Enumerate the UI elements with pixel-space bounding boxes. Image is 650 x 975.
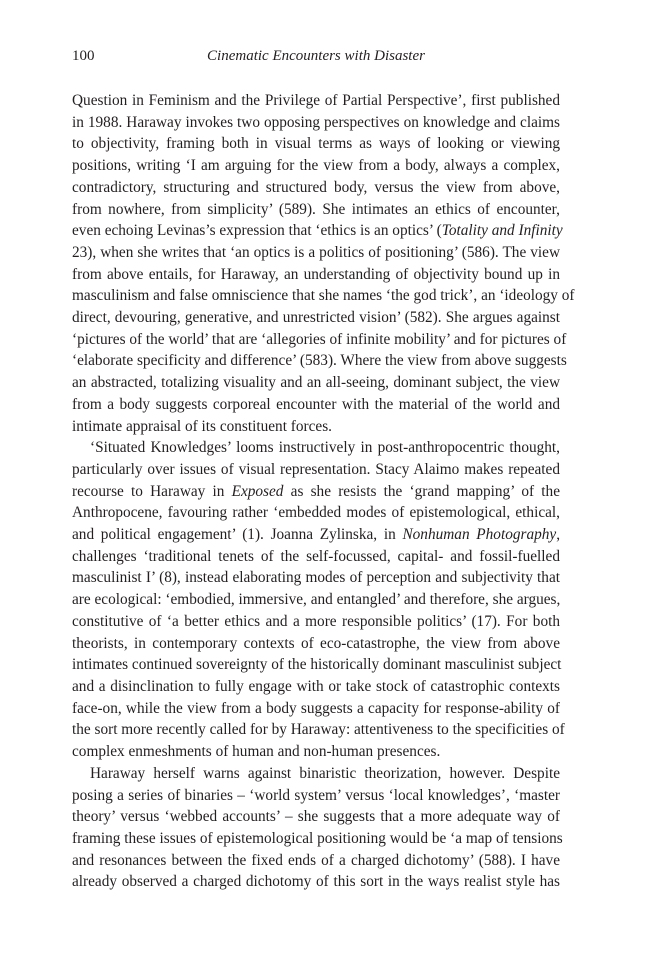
text-line	[72, 676, 560, 698]
text-line	[72, 806, 560, 828]
text-segment: framing these issues of epistemological positioning would be ‘a map of tensions	[72, 829, 563, 847]
text-segment: as she resists the ‘grand mapping’ of the	[283, 482, 560, 500]
text-segment: an abstracted, totalizing visuality and an all-seeing, dominant subject, the view	[72, 374, 560, 392]
text-line	[72, 524, 560, 546]
paragraph	[72, 437, 565, 763]
text-segment: ‘elaborate specificity and difference’ (583). Where the view from above suggests	[72, 352, 567, 370]
text-segment: challenges ‘traditional tenets of the self-focussed, capital- and fossil-fuelled	[72, 547, 560, 565]
text-line	[72, 437, 560, 459]
text-line	[72, 242, 560, 264]
text-segment: intimates continued sovereignty of the historically dominant masculinist subject	[72, 656, 562, 674]
text-line	[72, 719, 565, 741]
text-line	[72, 633, 560, 655]
text-segment: 23), when she writes that ‘an optics is a politics of positioning’ (586). The view	[72, 243, 560, 261]
text-segment: and resonances between the fixed ends of a charged dichotomy’ (588). I have	[72, 851, 560, 869]
text-line	[72, 220, 563, 242]
text-segment: masculinism and false omniscience that she names ‘the god trick’, an ‘ideology of	[72, 287, 575, 305]
text-line	[72, 871, 560, 893]
text-segment: complex enmeshments of human and non-human presences.	[72, 743, 441, 761]
text-segment: particularly over issues of visual representation. Stacy Alaimo makes repeated	[72, 460, 560, 478]
paragraph	[72, 90, 575, 437]
text-line	[72, 329, 567, 351]
page-number: 100	[72, 48, 95, 64]
text-line	[72, 589, 560, 611]
text-segment: constitutive of ‘a better ethics and a more responsible politics’ (17). For both	[72, 612, 560, 630]
text-line	[72, 199, 560, 221]
text-line	[72, 459, 560, 481]
text-segment: ,	[556, 526, 561, 544]
text-segment: ‘pictures of the world’ that are ‘allegories of infinite mobility’ and for pictures of	[72, 330, 567, 348]
text-line	[72, 611, 560, 633]
running-title: Cinematic Encounters with Disaster	[207, 48, 425, 64]
text-segment: in 1988. Haraway invokes two opposing perspectives on knowledge and claims	[72, 113, 560, 131]
text-segment: already observed a charged dichotomy of this sort in the ways realist style has	[72, 873, 560, 891]
text-segment: and a disinclination to fully engage with or take stock of catastrophic contexts	[72, 677, 560, 695]
text-line	[72, 155, 560, 177]
text-segment: the sort more recently called for by Haraway: attentiveness to the specificities of	[72, 721, 565, 739]
italic-title: Nonhuman Photography	[402, 526, 557, 544]
text-line	[72, 307, 560, 329]
text-segment: face-on, while the view from a body suggests a capacity for response-ability of	[72, 699, 560, 717]
text-segment: contradictory, structuring and structured body, versus the view from above,	[72, 178, 560, 196]
text-line	[72, 481, 560, 503]
text-line	[72, 741, 560, 763]
text-segment: even echoing Levinas’s expression that ‘ethics is an optics’ (	[72, 222, 442, 240]
text-segment: Question in Feminism and the Privilege of Partial Perspective’, first published	[72, 92, 560, 109]
text-segment: masculinist I’ (8), instead elaborating modes of perception and subjectivity that	[72, 569, 560, 587]
text-segment: positions, writing ‘I am arguing for the view from a body, always a complex,	[72, 157, 560, 175]
text-segment: recourse to Haraway in	[72, 482, 232, 500]
text-line	[72, 133, 560, 155]
text-segment: from nowhere, from simplicity’ (589). She intimates an ethics of encounter,	[72, 200, 560, 218]
text-segment: Anthropocene, favouring rather ‘embedded modes of epistemological, ethical,	[72, 504, 560, 522]
text-segment: intimate appraisal of its constituent forces.	[72, 417, 332, 435]
text-line	[72, 828, 563, 850]
text-line	[72, 654, 560, 676]
text-segment: theory’ versus ‘webbed accounts’ – she suggests that a more adequate way of	[72, 808, 560, 826]
text-line	[72, 177, 560, 199]
text-segment: and political engagement’ (1). Joanna Zylinska, in	[72, 526, 403, 544]
running-header	[72, 44, 560, 68]
text-segment: theorists, in contemporary contexts of eco-catastrophe, the view from above	[72, 634, 560, 652]
text-line	[72, 90, 560, 112]
text-line	[72, 546, 560, 568]
italic-title: Exposed	[231, 482, 284, 500]
text-line	[72, 285, 575, 307]
text-line	[72, 112, 560, 134]
text-segment: Haraway herself warns against binaristic theorization, however. Despite	[90, 764, 560, 782]
text-line	[72, 763, 560, 785]
text-line	[72, 785, 560, 807]
text-line	[72, 416, 560, 438]
italic-title: Totality and Infinity	[441, 222, 563, 240]
text-segment: from above entails, for Haraway, an understanding of objectivity bound up in	[72, 265, 560, 283]
text-line	[72, 502, 560, 524]
text-line	[72, 850, 560, 872]
text-line	[72, 394, 560, 416]
text-segment: ‘Situated Knowledges’ looms instructively in post-anthropocentric thought,	[90, 439, 560, 457]
text-line	[72, 698, 560, 720]
text-segment: direct, devouring, generative, and unrestricted vision’ (582). She argues against	[72, 309, 560, 327]
text-segment: to objectivity, framing both in visual terms as ways of looking or viewing	[72, 135, 560, 153]
text-segment: from a body suggests corporeal encounter with the material of the world and	[72, 395, 560, 413]
text-segment: are ecological: ‘embodied, immersive, and entangled’ and therefore, she argues,	[72, 591, 561, 609]
text-line	[72, 567, 560, 589]
text-line	[72, 264, 560, 286]
text-line	[72, 372, 560, 394]
text-line	[72, 350, 567, 372]
text-segment: posing a series of binaries – ‘world system’ versus ‘local knowledges’, ‘master	[72, 786, 560, 804]
body-text	[72, 90, 575, 893]
paragraph	[72, 763, 563, 893]
